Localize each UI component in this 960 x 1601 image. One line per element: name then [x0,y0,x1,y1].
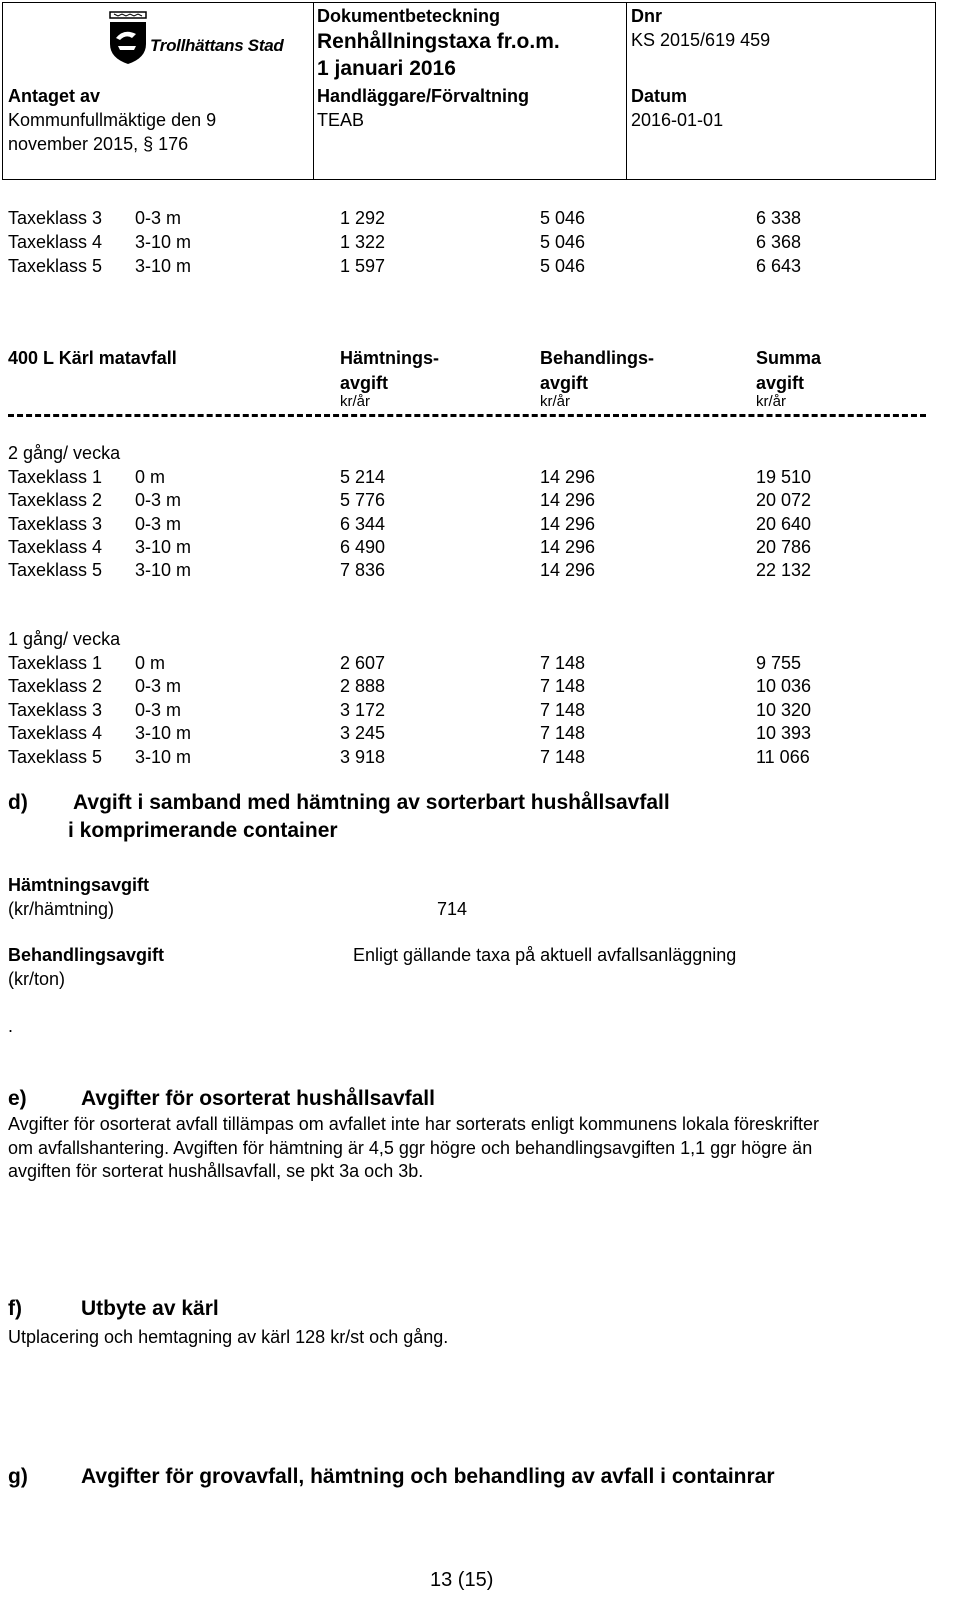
behandling-cell: 14 296 [540,490,596,510]
distance-cell: 0-3 m [135,676,182,696]
behandling-cell: 5 046 [540,232,586,252]
table-row [8,745,928,769]
distance-cell: 0-3 m [135,514,182,534]
taxeklass-cell: Taxeklass 5 [8,256,103,276]
taxeklass-cell: Taxeklass 3 [8,514,103,534]
logo-text: Trollhättans Stad [150,36,284,55]
column-header: Summa [756,348,822,368]
page-number: 13 (15) [430,1569,494,1591]
dnr-value: KS 2015/619 459 [631,30,771,50]
summa-cell: 22 132 [756,560,812,580]
table-row [8,558,928,582]
handler-value: TEAB [317,110,365,130]
taxeklass-cell: Taxeklass 1 [8,653,103,673]
doc-title: Renhållningstaxa fr.o.m. [317,30,560,53]
table-row [8,651,928,675]
date-label: Datum [631,86,688,106]
section-e-text: avgiften för sorterat hushållsavfall, se pkt 3a och 3b. [8,1161,424,1181]
hamtning-cell: 1 322 [340,232,386,252]
section-d-letter: d) [8,791,28,814]
frequency-label: 2 gång/ vecka [8,443,121,463]
table-row [8,535,928,559]
hamtning-cell: 3 172 [340,700,386,720]
hamtning-cell: 2 888 [340,676,386,696]
logo [106,6,316,72]
behandling-cell: 7 148 [540,723,586,743]
behandlingsavgift-label: Behandlingsavgift [8,945,165,965]
section-f-text: Utplacering och hemtagning av kärl 128 kr/st och gång. [8,1327,449,1347]
dnr-label: Dnr [631,6,662,26]
taxeklass-cell: Taxeklass 4 [8,537,103,557]
adopted-label: Antaget av [8,86,101,106]
behandling-cell: 14 296 [540,537,596,557]
table-title: 400 L Kärl matavfall [8,348,177,368]
table-header-row [8,346,928,370]
section-e-text: Avgifter för osorterat avfall tillämpas om avfallet inte har sorterats enligt kommunens lokala föreskrifter [8,1114,820,1134]
date-value: 2016-01-01 [631,110,724,130]
table-row [8,512,928,536]
table-row [8,230,928,254]
distance-cell: 3-10 m [135,747,192,767]
section-e-text: om avfallshantering. Avgiften för hämtning är 4,5 ggr högre och behandlingsavgiften 1,1 ggr högre än [8,1138,813,1158]
behandling-cell: 7 148 [540,676,586,696]
table-row [8,206,928,230]
section-g-letter: g) [8,1465,28,1488]
hamtningsavgift-unit: (kr/hämtning) [8,899,115,919]
hamtning-cell: 6 490 [340,537,386,557]
hamtning-cell: 3 245 [340,723,386,743]
dashed-divider [8,414,926,418]
table-row [8,674,928,698]
behandling-cell: 14 296 [540,560,596,580]
column-unit: kr/år [340,393,370,410]
hamtning-cell: 5 776 [340,490,386,510]
summa-cell: 6 643 [756,256,802,276]
distance-cell: 3-10 m [135,560,192,580]
group-label [8,441,928,465]
taxeklass-cell: Taxeklass 2 [8,676,103,696]
distance-cell: 3-10 m [135,537,192,557]
summa-cell: 19 510 [756,467,812,487]
summa-cell: 11 066 [756,747,810,767]
hamtningsavgift-label: Hämtningsavgift [8,875,150,895]
distance-cell: 0-3 m [135,208,182,228]
column-header: avgift [756,373,805,393]
adopted-value: Kommunfullmäktige den 9 [8,110,217,130]
behandling-cell: 14 296 [540,467,596,487]
section-e-letter: e) [8,1087,27,1110]
taxeklass-cell: Taxeklass 5 [8,560,103,580]
group-label [8,627,928,651]
distance-cell: 3-10 m [135,723,192,743]
hamtning-cell: 3 918 [340,747,386,767]
section-g-title: Avgifter för grovavfall, hämtning och behandling av avfall i containrar [81,1465,775,1488]
summa-cell: 6 368 [756,232,802,252]
distance-cell: 0 m [135,467,166,487]
taxeklass-cell: Taxeklass 1 [8,467,103,487]
summa-cell: 6 338 [756,208,802,228]
hamtningsavgift-value: 714 [437,899,468,919]
taxeklass-cell: Taxeklass 4 [8,232,103,252]
header-divider [626,3,627,179]
hamtning-cell: 7 836 [340,560,386,580]
summa-cell: 10 036 [756,676,812,696]
hamtning-cell: 2 607 [340,653,386,673]
summa-cell: 10 320 [756,700,812,720]
section-d-title-line-2: i komprimerande container [68,819,338,842]
table-row [8,488,928,512]
table-row [8,254,928,278]
column-header: avgift [340,373,389,393]
behandlingsavgift-value: Enligt gällande taxa på aktuell avfallsanläggning [353,945,737,965]
behandling-cell: 7 148 [540,747,586,767]
distance-cell: 0-3 m [135,490,182,510]
section-f-letter: f) [8,1297,22,1320]
behandling-cell: 5 046 [540,208,586,228]
frequency-label: 1 gång/ vecka [8,629,121,649]
taxeklass-cell: Taxeklass 3 [8,208,103,228]
column-unit: kr/år [756,393,786,410]
table-unit-row [8,392,928,412]
summa-cell: 10 393 [756,723,812,743]
distance-cell: 0-3 m [135,700,182,720]
distance-cell: 3-10 m [135,232,192,252]
table-row [8,698,928,722]
hamtning-cell: 1 597 [340,256,386,276]
stray-dot: . [8,1016,14,1036]
hamtning-cell: 1 292 [340,208,386,228]
section-f-title: Utbyte av kärl [81,1297,219,1320]
adopted-value-2: november 2015, § 176 [8,134,189,154]
hamtning-cell: 6 344 [340,514,386,534]
taxeklass-cell: Taxeklass 2 [8,490,103,510]
behandlingsavgift-unit: (kr/ton) [8,969,66,989]
behandling-cell: 14 296 [540,514,596,534]
taxeklass-cell: Taxeklass 4 [8,723,103,743]
hamtning-cell: 5 214 [340,467,386,487]
distance-cell: 0 m [135,653,166,673]
column-unit: kr/år [540,393,570,410]
taxeklass-cell: Taxeklass 5 [8,747,103,767]
summa-cell: 20 786 [756,537,812,557]
doc-label: Dokumentbeteckning [317,6,501,26]
handler-label: Handläggare/Förvaltning [317,86,530,106]
column-header: avgift [540,373,589,393]
behandling-cell: 7 148 [540,700,586,720]
section-e-title: Avgifter för osorterat hushållsavfall [81,1087,435,1110]
behandling-cell: 5 046 [540,256,586,276]
section-d-title: Avgift i samband med hämtning av sorterbart hushållsavfall [73,791,670,814]
behandling-cell: 7 148 [540,653,586,673]
summa-cell: 9 755 [756,653,802,673]
table-row [8,721,928,745]
taxeklass-cell: Taxeklass 3 [8,700,103,720]
summa-cell: 20 640 [756,514,812,534]
distance-cell: 3-10 m [135,256,192,276]
doc-title-date: 1 januari 2016 [317,57,456,80]
crest-icon [106,8,150,66]
column-header: Hämtnings- [340,348,439,368]
table-row [8,465,928,489]
column-header: Behandlings- [540,348,655,368]
summa-cell: 20 072 [756,490,812,510]
